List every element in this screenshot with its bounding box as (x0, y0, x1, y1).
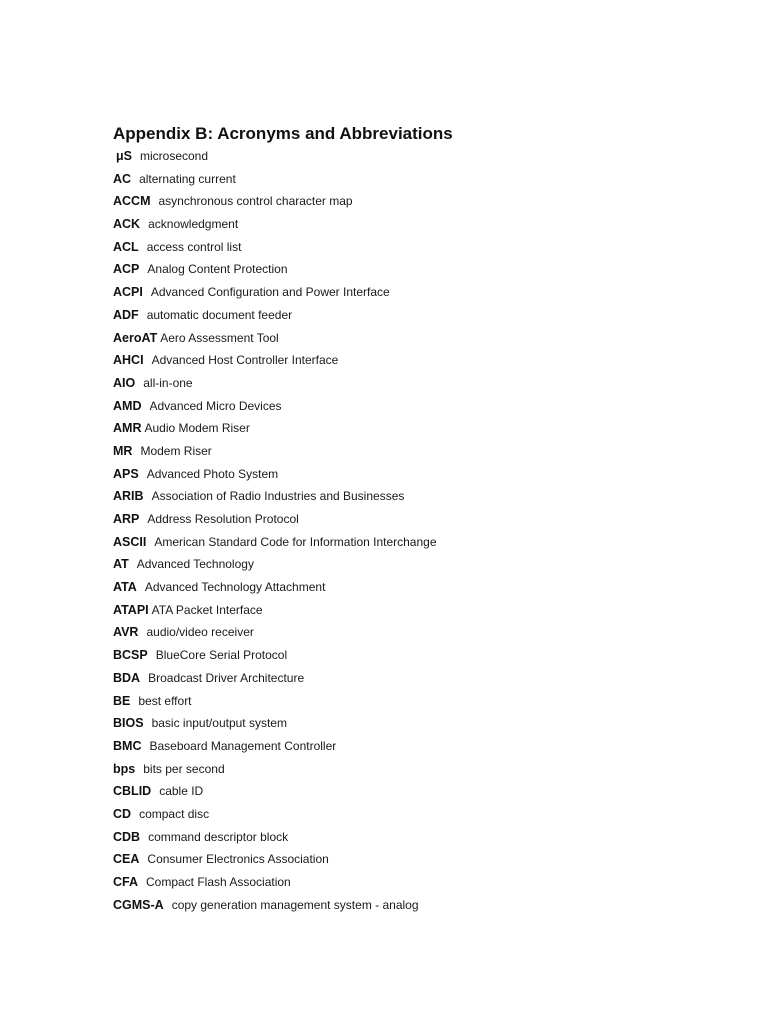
acronym-definition: microsecond (140, 149, 209, 163)
acronym-term: BCSP (113, 648, 148, 663)
acronym-definition: command descriptor block (148, 829, 289, 844)
acronym-definition: Analog Content Protection (147, 262, 288, 277)
acronym-term: APS (113, 466, 139, 481)
acronym-entry (113, 599, 733, 622)
page-title: Appendix B: Acronyms and Abbreviations (113, 124, 453, 143)
acronym-definition: compact disc (139, 806, 210, 821)
acronym-term: ACK (113, 217, 141, 232)
acronym-entry (113, 508, 733, 531)
acronym-entry (113, 485, 733, 508)
document-page (113, 122, 733, 916)
acronym-term: ADF (113, 307, 139, 322)
acronym-entry (113, 213, 733, 236)
acronym-definition: Baseboard Management Controller (149, 738, 337, 753)
acronym-entry (113, 395, 733, 418)
acronym-entry (113, 667, 733, 690)
acronym-term: CFA (113, 875, 138, 889)
acronym-definition: BlueCore Serial Protocol (155, 648, 288, 663)
acronym-definition: Advanced Photo System (146, 466, 279, 481)
acronym-term: AC (113, 171, 132, 186)
acronym-entry (113, 553, 733, 576)
acronym-definition: Address Resolution Protocol (147, 512, 299, 526)
acronym-definition: Consumer Electronics Association (147, 852, 329, 867)
acronym-definition: alternating current (139, 171, 236, 186)
acronym-entry (113, 758, 733, 781)
acronym-entry (113, 848, 733, 871)
acronym-entry (113, 281, 733, 304)
acronym-entry (113, 258, 733, 281)
acronym-term: CBLID (113, 784, 152, 799)
acronym-entry (113, 145, 733, 168)
acronym-definition: acknowledgment (148, 217, 239, 232)
acronym-term: CD (113, 806, 132, 821)
acronym-entry (113, 803, 733, 826)
acronym-term: AMR (113, 421, 142, 436)
acronym-term: BDA (113, 670, 141, 685)
acronym-definition: Advanced Micro Devices (149, 398, 282, 413)
acronym-definition: best effort (138, 693, 192, 708)
acronym-entry (113, 349, 733, 372)
acronym-term: ACPI (113, 285, 143, 300)
acronym-term: AMD (113, 398, 142, 413)
acronym-term: ATA (113, 580, 137, 595)
acronym-definition: copy generation management system - analog (171, 897, 419, 912)
acronym-definition: ATA Packet Interface (151, 602, 263, 617)
acronym-definition: Advanced Technology Attachment (144, 580, 326, 595)
acronym-entry (113, 327, 733, 350)
acronym-definition: Modem Riser (140, 443, 212, 458)
acronym-definition: Audio Modem Riser (144, 421, 250, 436)
acronym-definition: Advanced Host Controller Interface (151, 353, 339, 368)
acronym-entry (113, 780, 733, 803)
acronym-entry (113, 531, 733, 554)
acronym-entry (113, 621, 733, 644)
acronym-term: ACCM (113, 194, 151, 209)
acronym-definition: all-in-one (143, 375, 193, 390)
acronym-term: MR (113, 443, 133, 458)
acronym-entry (113, 712, 733, 735)
acronym-term: μS (116, 149, 132, 163)
acronym-term: CEA (113, 852, 140, 867)
acronym-term: AHCI (113, 353, 144, 368)
acronym-definition: basic input/output system (151, 716, 287, 731)
acronym-entry (113, 690, 733, 713)
acronym-definition: Advanced Technology (136, 557, 254, 572)
acronym-entry (113, 644, 733, 667)
acronym-term: AVR (113, 625, 139, 640)
acronym-term: ASCII (113, 534, 147, 549)
acronym-entry (113, 190, 733, 213)
acronym-entry (113, 735, 733, 758)
acronym-entry (113, 871, 733, 894)
acronym-term: AT (113, 557, 129, 572)
acronym-entry (113, 440, 733, 463)
acronym-term: AIO (113, 375, 136, 390)
acronym-entry (113, 304, 733, 327)
acronym-term: ACL (113, 239, 139, 254)
acronym-definition: access control list (146, 239, 242, 254)
acronym-definition: bits per second (143, 761, 225, 776)
acronym-definition: asynchronous control character map (158, 194, 353, 209)
acronym-entry (113, 417, 733, 440)
acronym-entry (113, 826, 733, 849)
acronym-entry (113, 168, 733, 191)
acronym-term: CGMS-A (113, 897, 164, 912)
acronym-term: CDB (113, 829, 141, 844)
acronym-entry (113, 894, 733, 917)
acronym-definition: American Standard Code for Information Interchange (154, 534, 437, 549)
acronym-entry (113, 372, 733, 395)
acronym-term: ATAPI (113, 602, 149, 617)
acronym-term: AeroAT (113, 330, 158, 345)
acronym-term: BE (113, 693, 131, 708)
acronym-entry (113, 576, 733, 599)
acronym-term: ARP (113, 512, 140, 526)
acronym-definition: cable ID (159, 784, 204, 799)
acronym-term: ARIB (113, 489, 144, 504)
acronym-entry (113, 236, 733, 259)
acronym-term: ACP (113, 262, 140, 277)
acronym-entry (113, 463, 733, 486)
acronym-definition: Compact Flash Association (146, 875, 291, 889)
acronym-term: bps (113, 761, 136, 776)
acronym-definition: Broadcast Driver Architecture (148, 670, 305, 685)
acronym-definition: audio/video receiver (146, 625, 254, 640)
acronym-term: BMC (113, 738, 142, 753)
acronym-definition: automatic document feeder (146, 307, 293, 322)
acronym-list (113, 145, 733, 916)
acronym-definition: Advanced Configuration and Power Interface (150, 285, 390, 300)
acronym-definition: Association of Radio Industries and Businesses (151, 489, 405, 504)
acronym-definition: Aero Assessment Tool (160, 330, 279, 345)
acronym-term: BIOS (113, 716, 144, 731)
